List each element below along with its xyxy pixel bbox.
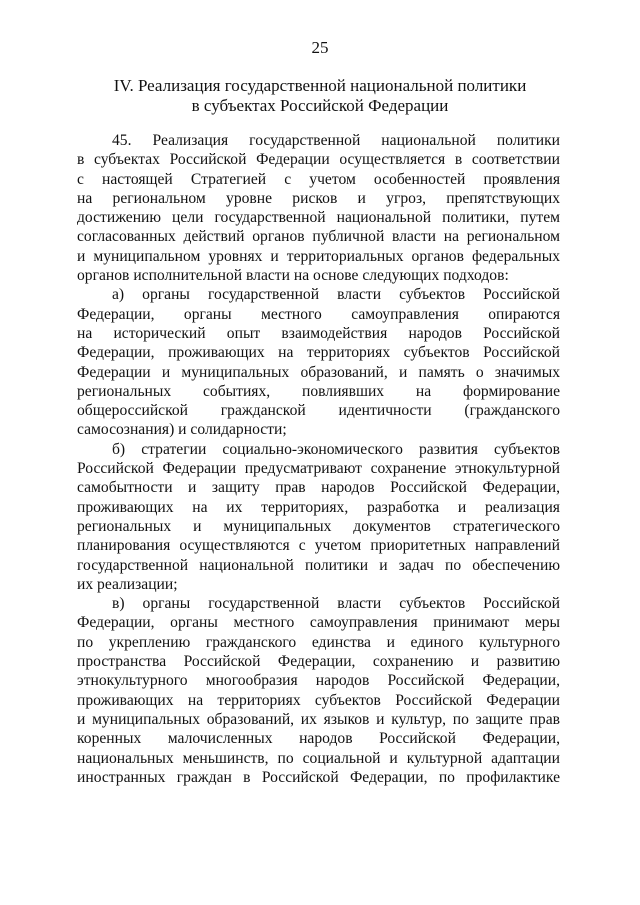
text-line: достижению цели государственной национальной политики, путем (77, 209, 560, 227)
text-line: коренных малочисленных народов Российской Федерации, (77, 730, 560, 748)
text-line: органов исполнительной власти на основе следующих подходов: (77, 267, 509, 285)
section-heading (0, 76, 640, 116)
text-line: 45. Реализация государственной национальной политики (112, 132, 560, 149)
body-text (77, 131, 560, 787)
text-line: и муниципальном уровнях и территориальных органов федеральных (77, 247, 560, 265)
text-line: их реализации; (77, 575, 178, 593)
text-line: пространства Российской Федерации, сохранению и развитию (77, 653, 560, 671)
text-line: б) стратегии социально-экономического развития субъектов (112, 440, 560, 458)
text-line: Федерации, проживающих на территориях субъектов Российской (77, 344, 560, 362)
text-line: по укреплению гражданского единства и единого культурного (77, 633, 560, 651)
text-line: региональных и муниципальных документов стратегического (77, 517, 560, 535)
text-line: государственной национальной политики и задач по обеспечению (77, 556, 560, 574)
text-line: Федерации, органы местного самоуправления принимают меры (77, 614, 560, 632)
text-line: в субъектах Российской Федерации осуществляется в соответствии (77, 151, 560, 169)
text-line: а) органы государственной власти субъектов Российской (112, 286, 560, 304)
paragraph-45 (77, 131, 560, 285)
text-line: самосознания) и солидарности; (77, 421, 287, 439)
section-heading-line-2: в субъектах Российской Федерации (191, 96, 449, 115)
paragraph-b (77, 440, 560, 594)
text-line: с настоящей Стратегией с учетом особенностей проявления (77, 170, 560, 188)
text-line: национальных меньшинств, по социальной и культурной адаптации (77, 749, 560, 767)
text-line: на исторический опыт взаимодействия народов Российской (77, 324, 560, 342)
text-line: Российской Федерации предусматривают сохранение этнокультурной (77, 460, 560, 478)
paragraph-v (77, 594, 560, 787)
text-line: Федерации и муниципальных образований, и память о значимых (77, 363, 560, 381)
text-line: общероссийской гражданской идентичности (гражданского (77, 402, 560, 420)
text-line: согласованных действий органов публичной власти на региональном (77, 228, 560, 246)
text-line: проживающих на территориях субъектов Российской Федерации (77, 691, 560, 709)
text-line: и муниципальных образований, их языков и культур, по защите прав (77, 710, 560, 728)
text-line: этнокультурного многообразия народов Российской Федерации, (77, 672, 560, 690)
page-number: 25 (311, 38, 329, 57)
text-line: планирования осуществляются с учетом приоритетных направлений (77, 537, 560, 555)
paragraph-a (77, 285, 560, 439)
section-heading-line-1: IV. Реализация государственной национальной политики (113, 76, 527, 95)
text-line: в) органы государственной власти субъектов Российской (112, 595, 560, 613)
text-line: Федерации, органы местного самоуправления опираются (77, 305, 560, 323)
text-line: самобытности и защиту прав народов Российской Федерации, (77, 479, 560, 497)
text-line: региональных событиях, повлиявших на формирование (77, 382, 560, 400)
text-line: иностранных граждан в Российской Федерации, по профилактике (77, 768, 560, 786)
text-line: проживающих на их территориях, разработка и реализация (77, 498, 560, 516)
text-line: на региональном уровне рисков и угроз, препятствующих (77, 189, 560, 207)
